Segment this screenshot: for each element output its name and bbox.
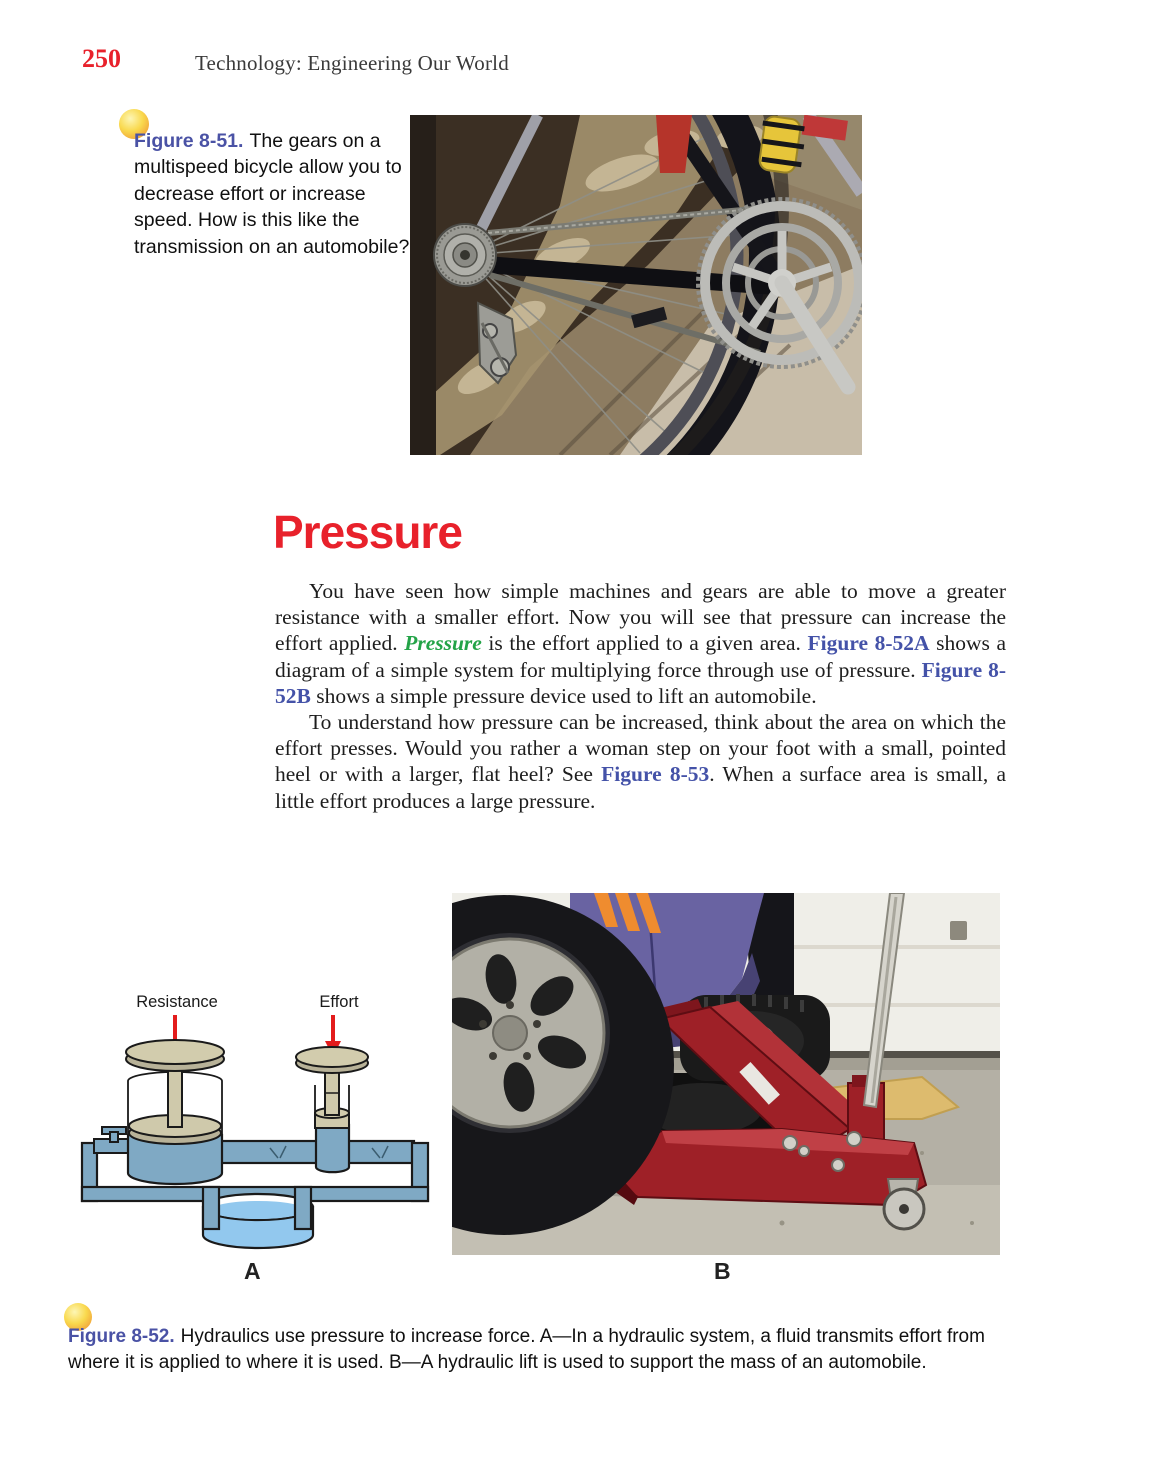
figure-51-label: Figure 8-51.: [134, 129, 244, 152]
figure-52-sublabel-b: B: [714, 1258, 731, 1284]
figure-52-caption-text: Hydraulics use pressure to increase force. A—In a hydraulic system, a fluid transmits effort from where it is applied to where it is used. B—A hydraulic lift is used to support the mass of an automobile.: [68, 1326, 985, 1373]
running-head: Technology: Engineering Our World: [195, 51, 509, 75]
para2-text-1: To understand how pressure can be increased, think about the area on which the effort presses. Would you rather a woman step on your foot with a small, pointed heel or with a larger, flat heel? See: [275, 710, 1006, 787]
figure-52b-jack-photo: [452, 893, 1000, 1255]
valve: [94, 1127, 132, 1153]
section-heading: Pressure: [273, 506, 462, 558]
figure-51-caption: [134, 128, 420, 261]
figure-51-caption-text: The gears on a multispeed bicycle allow you to decrease effort or increase speed. How is this like the transmission on an automobile?: [134, 129, 410, 258]
figure-52a-hydraulic-diagram: [72, 985, 462, 1261]
resistance-cylinder: [126, 1040, 224, 1184]
para2-text-2: . When a surface area is small, a little effort produces a large pressure.: [275, 762, 1006, 813]
figure-52-label: Figure 8-52.: [68, 1326, 175, 1347]
figure-ref-8-52a: Figure 8-52A: [807, 631, 930, 656]
figure-52-caption: [68, 1324, 1018, 1376]
body-text: [275, 578, 1006, 814]
page-number: 250: [82, 44, 121, 73]
para1-text-1: You have seen how simple machines and gears are able to move a greater resistance with a smaller effort. Now you will see that pressure can increase the effort applied.: [275, 579, 1006, 656]
hydraulic-diagram-illustration: [72, 985, 462, 1261]
resistance-label: Resistance: [136, 993, 218, 1011]
jack-photo-illustration: [452, 893, 1000, 1255]
term-pressure: Pressure: [404, 631, 482, 656]
figure-52-sublabel-a: A: [244, 1258, 261, 1284]
bicycle-photo-illustration: [410, 115, 862, 455]
effort-label: Effort: [319, 993, 359, 1011]
para1-text-4: shows a simple pressure device used to lift an automobile.: [310, 683, 817, 708]
cassette: [434, 224, 496, 286]
para1-text-3: shows a diagram of a simple system for multiplying force through use of pressure.: [275, 631, 1006, 682]
figure-51-bicycle-photo: [410, 115, 862, 455]
door-handle-2: [950, 921, 967, 940]
para1-text-2: is the effort applied to a given area.: [481, 631, 808, 656]
figure-ref-8-52b: Figure 8-52B: [275, 657, 1006, 708]
figure-ref-8-53: Figure 8-53: [601, 762, 710, 787]
paragraph-1: [275, 578, 1006, 709]
paragraph-2: [275, 709, 1006, 814]
